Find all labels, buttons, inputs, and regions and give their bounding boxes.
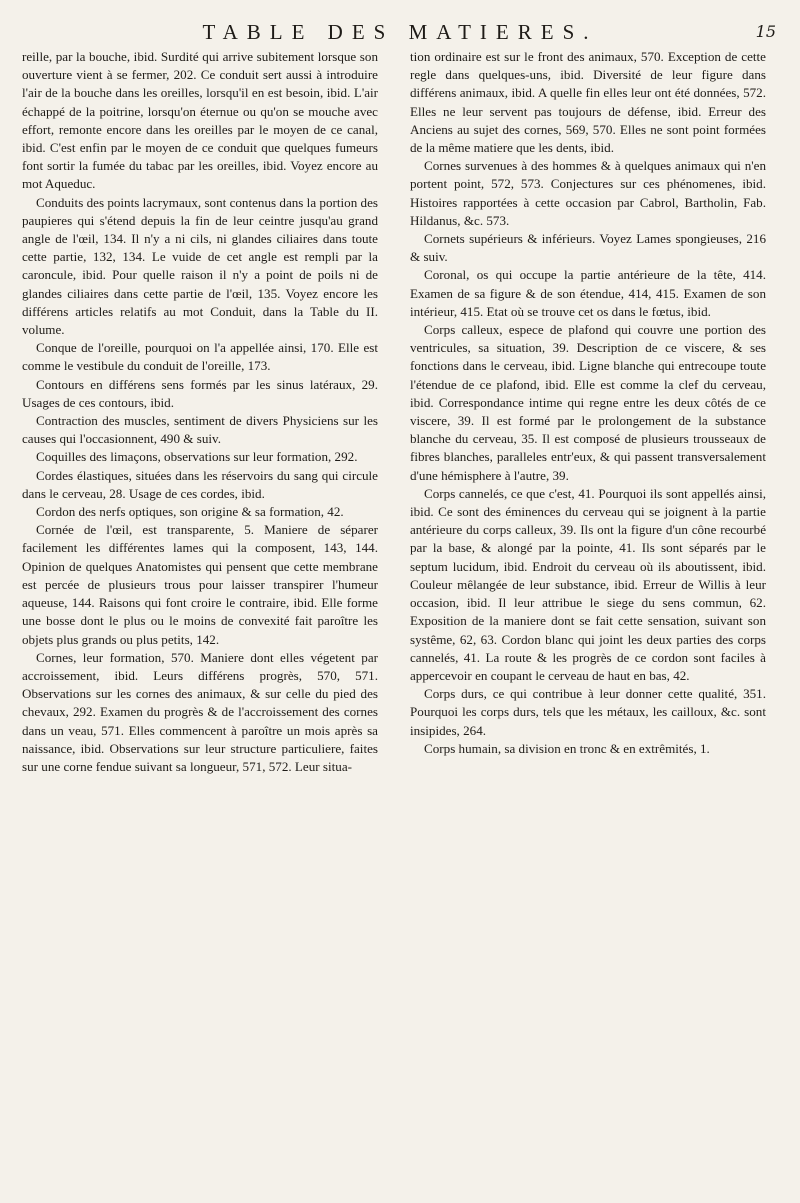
left-column xyxy=(22,48,378,776)
index-entry-coquilles-limacons: Coquilles des limaçons, observations sur leur formation, 292. xyxy=(36,449,358,465)
index-entry-cornets: Cornets supérieurs & inférieurs. Voyez Lames spongieuses, 216 & suiv. xyxy=(410,231,766,265)
index-entry-conque-oreille: Conque de l'oreille, pourquoi on l'a appellée ainsi, 170. Elle est comme le vestibule du conduit de l'oreille, 173. xyxy=(22,340,378,374)
index-entry-cornee-oeil: Cornée de l'œil, est transparente, 5. Maniere de séparer facilement les différentes lames qui la composent, 143, 144. Opinion de quelques Anatomistes qui pensent que cette membrane est percée de plusieurs trous pour laisser transpirer l'humeur aqueuse, 144. Raisons qui font croire le contraire, ibid. Elle forme une bosse dont le plus ou le moins de convexité fait paroître les objets plus grands ou plus petits, 142. xyxy=(22,522,378,647)
index-entry-coronal: Coronal, os qui occupe la partie antérieure de la tête, 414. Examen de sa figure & de son étendue, 414, 415. Examen de son intérieur, 415. Etat où se trouve cet os dans le fœtus, ibid. xyxy=(410,267,766,319)
index-entry-contraction-muscles: Contraction des muscles, sentiment de divers Physiciens sur les causes qui l'occasionnent, 490 & suiv. xyxy=(22,413,378,447)
index-entry-cordes-elastiques: Cordes élastiques, situées dans les réservoirs du sang qui circule dans le cerveau, 28. Usage de ces cordes, ibid. xyxy=(22,467,378,501)
index-entry-cornes: Cornes, leur formation, 570. Maniere dont elles végetent par accroissement, ibid. Leurs différens progrès, 570, 571. Observations sur les cornes des animaux, & sur celle du pied des chevaux, 292. Examen du progrès & de l'accroissement des cornes dans un veau, 571. Elles commencent à paroître un mois après sa naissance, ibid. Observations sur leur structure particuliere, faites sur une corne fendue suivant sa longueur, 571, 572. Leur situa- xyxy=(22,649,378,774)
index-entry-corps-calleux: Corps calleux, espece de plafond qui couvre une portion des ventricules, sa situation, 39. Description de ce viscere, & ses fonctions dans le cerveau, ibid. Ligne blanche qui entrecoupe toute l'étendue de ce plafond, ibid. Elle est comme la clef du cerveau, ibid. Correspondance intime qui regne entre les deux côtés de ce viscere, 39. Il est formé par le prolongement de la substance blanche du cerveau, 35. Il est composé de plusieurs trousseaux de fibres blanches, paralleles entr'eux, & qui passent transversalement d'une hémisphere à l'autre, 39. xyxy=(410,322,766,483)
index-entry-cornes-survenues: Cornes survenues à des hommes & à quelques animaux qui n'en portent point, 572, 573. Conjectures sur ces phénomenes, ibid. Histoires rapportées à cette occasion par Cabrol, Bartholin, Fab. Hildanus, &c. 573. xyxy=(410,158,766,228)
index-entry-cornes-continued: tion ordinaire est sur le front des animaux, 570. Exception de cette regle dans quelques-uns, ibid. Diversité de leur figure dans différens animaux, ibid. A quelle fin elles leur ont été données, 572. Elles ne leur servent pas toujours de défense, ibid. Erreur des Anciens au sujet des cornes, 569, 570. Elles ne sont point formées de la même matiere que les dents, ibid. xyxy=(410,49,766,156)
index-entry-contours: Contours en différens sens formés par les sinus latéraux, 29. Usages de ces contours, ibid. xyxy=(22,376,378,410)
index-entry-conduits-points-lacrymaux: Conduits des points lacrymaux, sont contenus dans la portion des paupieres qui s'étend depuis la fin de leur ceintre jusqu'au grand angle de l'œil, 134. Il n'y a ni cils, ni glandes ciliaires dans toute cette partie, 132, 134. Le vuide de cet angle est rempli par la caroncule, ibid. Pour quelle raison il n'y a point de poils ni de glandes ciliaires dans cette partie de l'œil, 135. Voyez encore les différens articles relatifs au mot Conduit, dans la Table du II. volume. xyxy=(22,194,378,338)
index-entry-cordon-nerfs-optiques: Cordon des nerfs optiques, son origine & sa formation, 42. xyxy=(36,504,344,520)
page-header xyxy=(20,10,780,42)
index-entry-continued: reille, par la bouche, ibid. Surdité qui arrive subitement lorsque son ouverture vient à se fermer, 202. Ce conduit sert aussi à introduire l'air de la bouche dans les oreilles, lorsqu'il en est besoin, ibid. L'air échappé de la poitrine, lorsqu'on éternue ou qu'on se mouche avec effort, remonte encore dans les oreilles par le moyen de ce canal, ibid. C'est enfin par le moyen de ce conduit que quelques fumeurs font sortir la fumée du tabac par les oreilles, ibid. Voyez encore au mot Aqueduc. xyxy=(22,49,378,192)
index-entry-corps-humain: Corps humain, sa division en tronc & en extrêmités, 1. xyxy=(424,740,710,756)
running-title: TABLE DES MATIERES. xyxy=(202,20,598,44)
index-entry-corps-durs: Corps durs, ce qui contribue à leur donner cette qualité, 351. Pourquoi les corps durs, tels que les métaux, les cailloux, &c. sont insipides, 264. xyxy=(410,686,766,738)
index-entry-corps-canneles: Corps cannelés, ce que c'est, 41. Pourquoi ils sont appellés ainsi, ibid. Ce sont des éminences du cerveau qui se joignent à la partie antérieure du corps calleux, 39. Ils ont la figure d'un cône recourbé par la base, & alongé par la pointe, 41. Ils sont séparés par le septum lucidum, ibid. Endroit du cerveau où ils aboutissent, ibid. Couleur mêlangée de leur substance, ibid. Erreur de Willis à leur occasion, ibid. Il leur attribue le siege du sens commun, 62. Exposition de la maniere dont se fait cette sensation, suivant son systême, 62, 63. Cordon blanc qui joint les deux parties des corps cannelés, 41. La route & les progrès de ce cordon sont faciles à appercevoir en coupant le cerveau de haut en bas, 42. xyxy=(410,485,766,683)
column-gutter xyxy=(392,52,393,1182)
right-column xyxy=(410,48,766,758)
page-number: 15 xyxy=(755,22,776,41)
